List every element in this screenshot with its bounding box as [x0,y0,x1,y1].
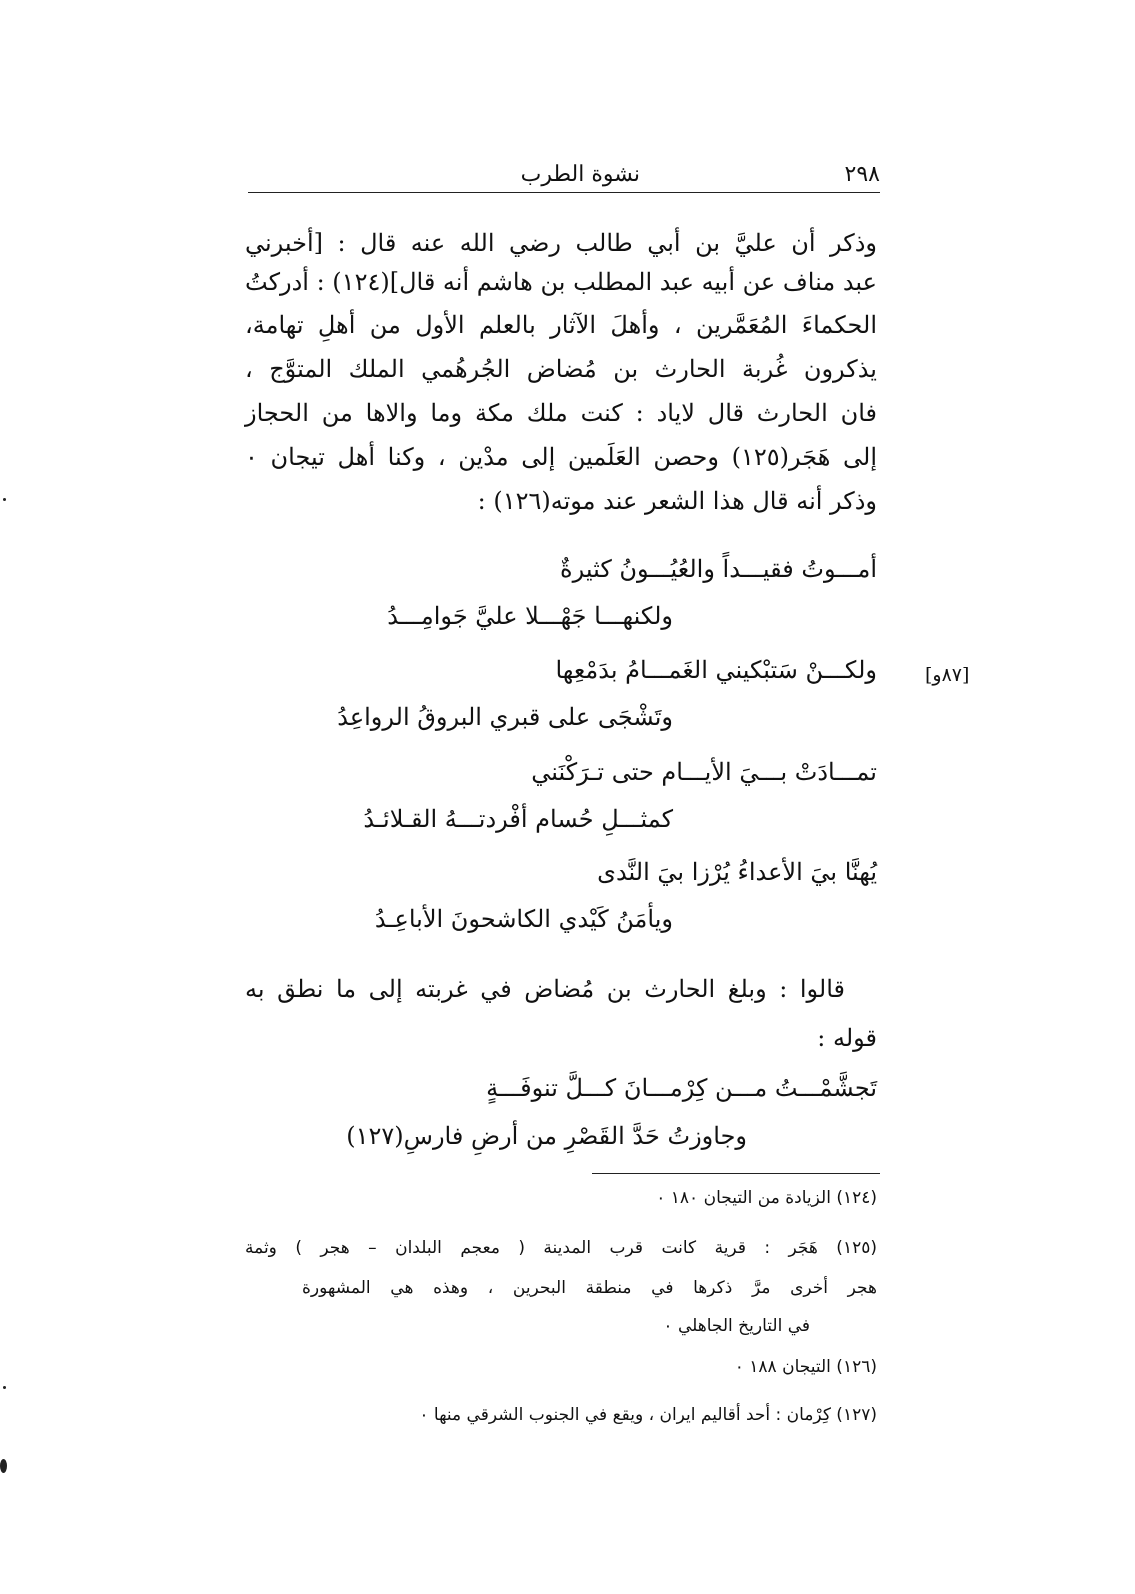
poem-verse-second-hemistich: كمثـــلِ حُسام أفْردتـــهُ القـلائـدُ [363,805,673,833]
paragraph-line: فان الحارث قال لاياد : كنت ملك مكة وما والاها من الحجاز [245,399,877,427]
footnote: (١٢٧) كِرْمان : أحد أقاليم ايران ، ويقع في الجنوب الشرقي منها ٠ [419,1405,877,1425]
paragraph-line: قوله : [817,1024,877,1052]
scan-artifact [3,498,6,501]
scan-artifact [0,1459,7,1473]
poem-verse-first-hemistich: ولكـــنْ سَتبْكيني الغَمـــامُ بدَمْعِها [555,656,877,684]
poem-verse-second-hemistich: ويأمَنُ كَيْدي الكاشحونَ الأباعِـدُ [374,905,673,933]
poem-verse-second-hemistich: ولكنهـــا جَهْـــلا عليَّ جَوامِـــدُ [387,602,673,630]
paragraph-line: الحكماءَ المُعَمَّرين ، وأهلَ الآثار بالعلم الأول من أهلِ تهامة، [245,311,877,339]
poem-verse-first-hemistich: يُهنَّا بيَ الأعداءُ يُرْزا بيَ النَّدى [597,858,877,886]
footnote-continuation: في التاريخ الجاهلي ٠ [663,1316,810,1336]
paragraph-line: قالوا : وبلغ الحارث بن مُضاض في غربته إلى ما نطق به [245,975,845,1003]
page-number: ٢٩٨ [844,162,880,187]
paragraph-line: وذكر أن عليَّ بن أبي طالب رضي الله عنه قال : [أخبرني [245,229,877,257]
poem-verse-second-hemistich: وجاوزتُ حَدَّ القَصْرِ من أرضِ فارسِ(١٢٧) [346,1122,747,1150]
folio-marginal-note: [٨٧و] [925,664,970,686]
footnote: (١٢٥) هَجَر : قرية كانت قرب المدينة ( معجم البلدان – هجر ) وثمة [245,1238,877,1258]
footnote: (١٢٦) التيجان ١٨٨ ٠ [734,1357,877,1377]
paragraph-line: إلى هَجَر(١٢٥) وحصن العَلَمين إلى مدْين ، وكنا أهل تيجان ٠ [245,443,877,471]
paragraph-line: عبد مناف عن أبيه عبد المطلب بن هاشم أنه قال](١٢٤) : أدركتُ [245,268,877,296]
paragraph-line: وذكر أنه قال هذا الشعر عند موته(١٢٦) : [477,487,877,515]
poem-verse-first-hemistich: تَجشَّمْـــتُ مـــن كِرْمـــانَ كـــلَّ تنوفَـــةٍ [486,1074,877,1102]
scan-artifact [3,1386,6,1389]
poem-verse-first-hemistich: أمـــوتُ فقيـــداً والعُيُـــونُ كثيرةٌ [560,555,877,583]
poem-verse-second-hemistich: وتَشْجَى على قبري البروقُ الرواعِدُ [337,703,673,731]
poem-verse-first-hemistich: تمـــادَتْ بـــيَ الأيـــام حتى تـرَكْنَني [531,758,877,786]
paragraph-line: يذكرون غُربة الحارث بن مُضاض الجُرهُمي الملك المتوَّج ، [245,355,877,383]
running-header [248,162,880,192]
footnote-rule [592,1173,880,1174]
footnote-continuation: هجر أخرى مرَّ ذكرها في منطقة البحرين ، وهذه هي المشهورة [302,1278,877,1298]
footnote: (١٢٤) الزيادة من التيجان ١٨٠ ٠ [656,1188,877,1208]
running-title: نشوة الطرب [520,162,640,187]
header-rule [248,192,880,193]
